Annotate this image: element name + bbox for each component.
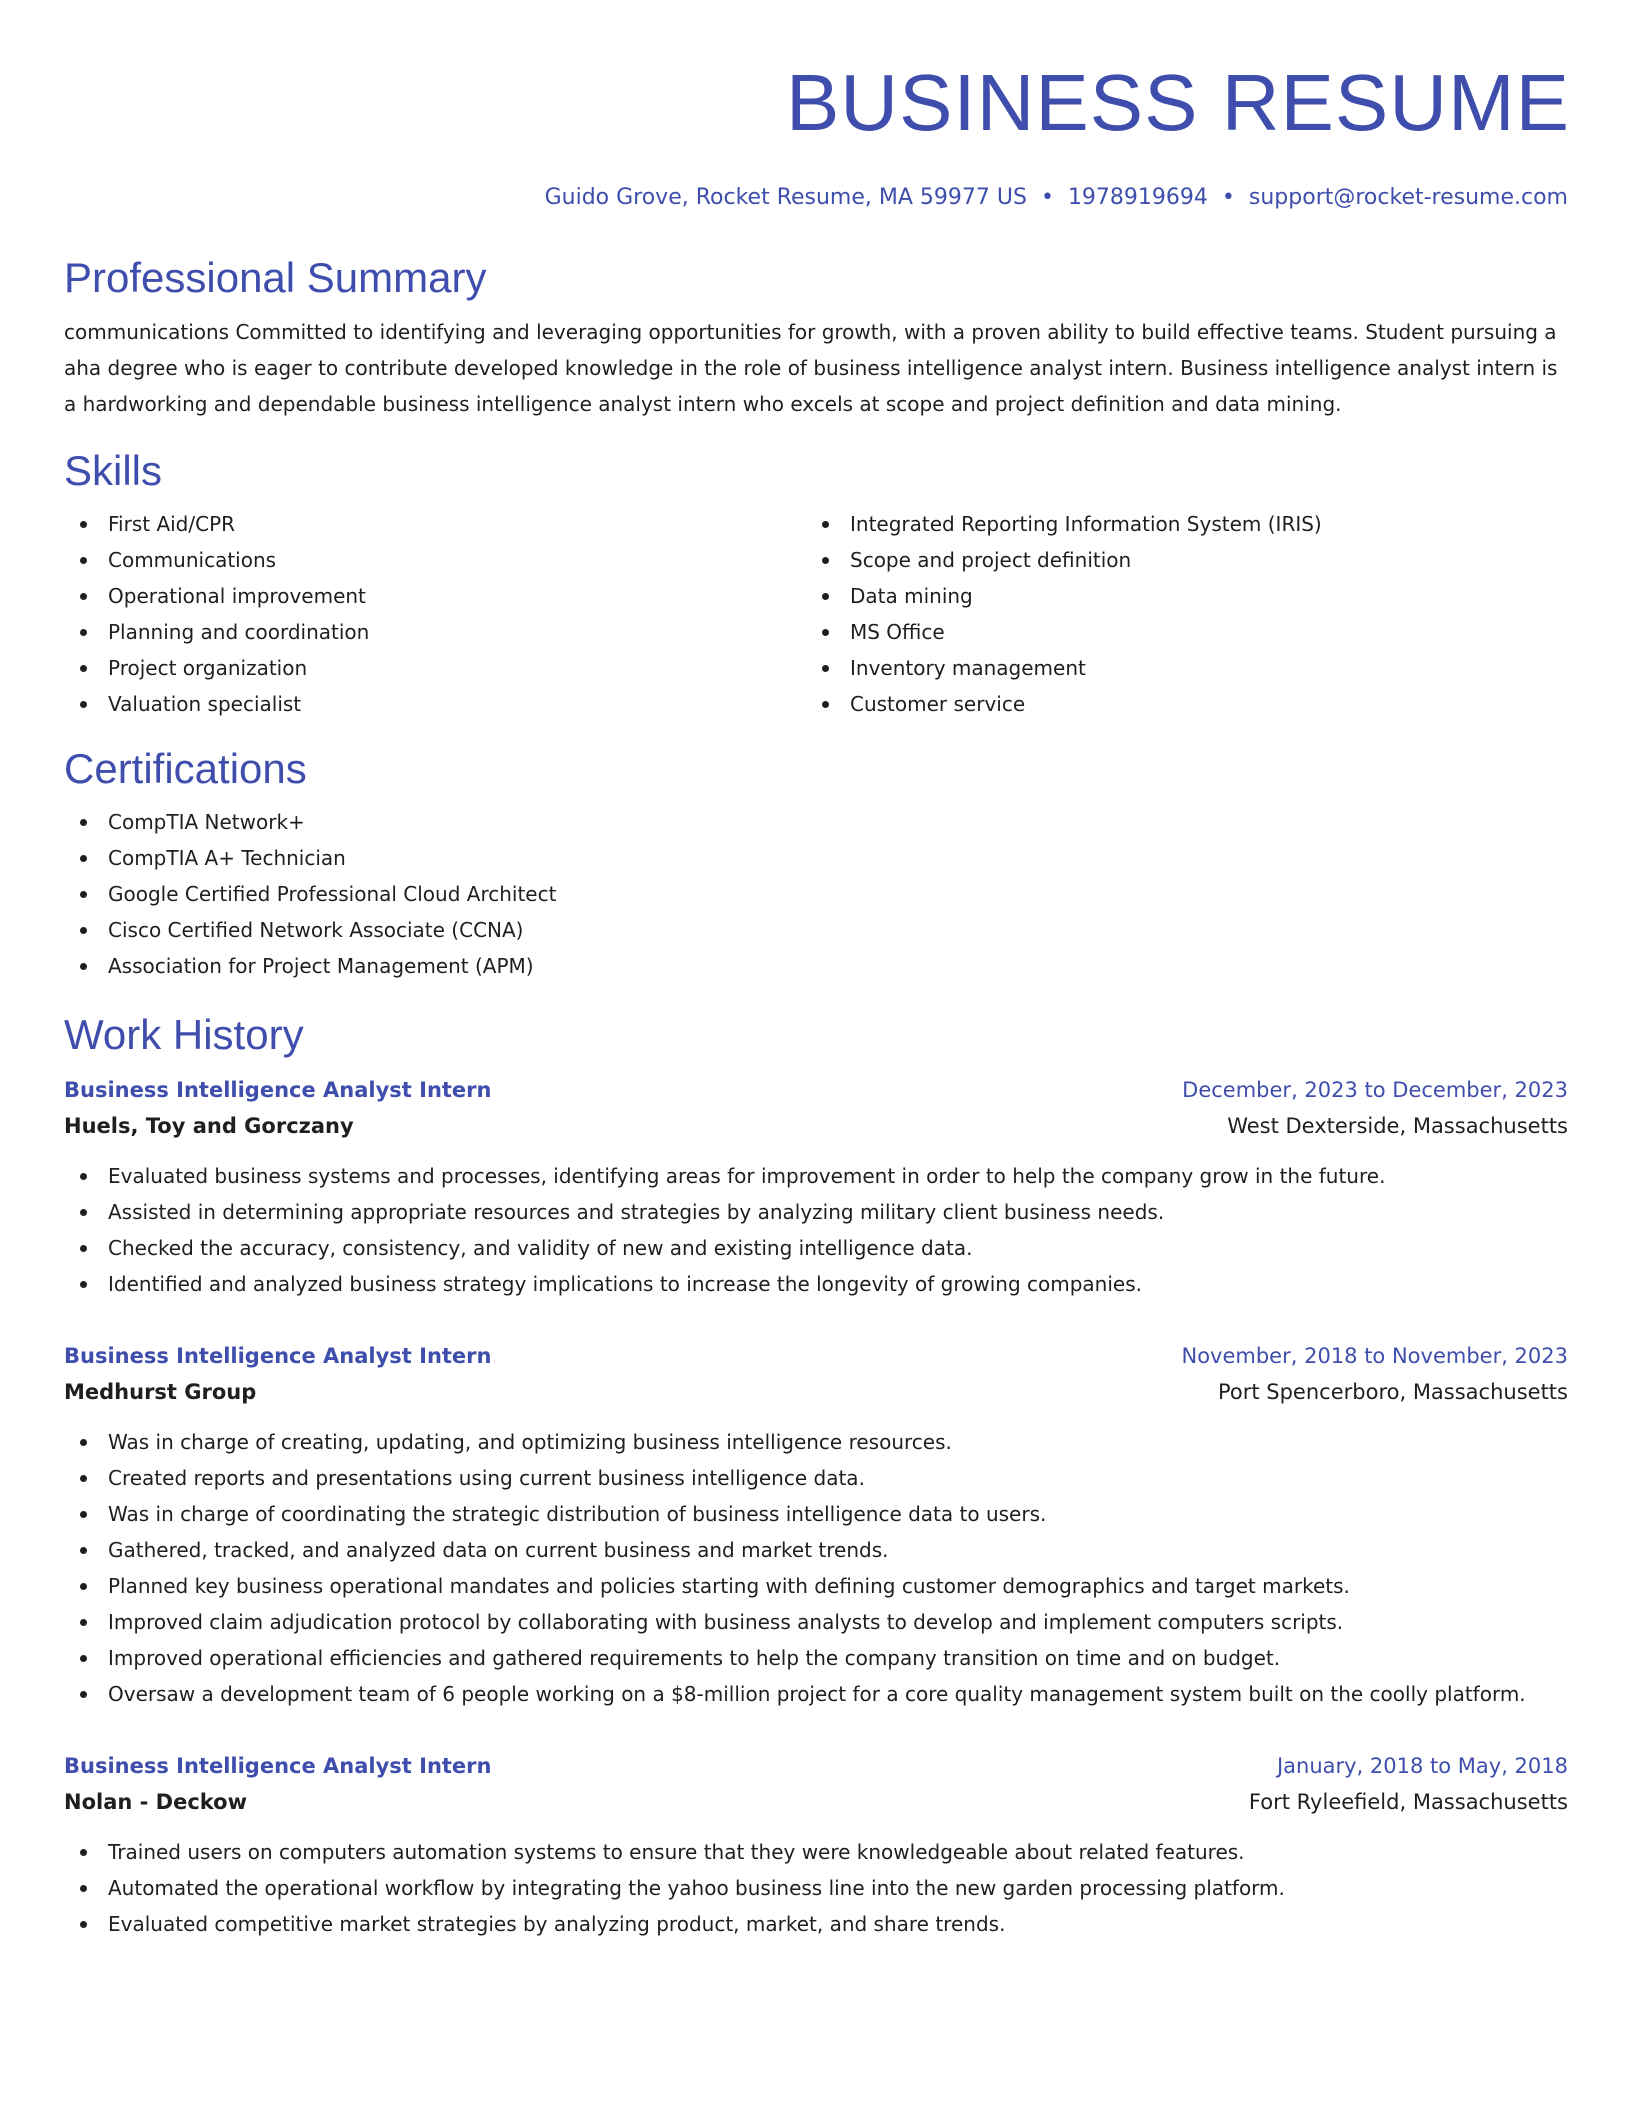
- contact-separator: •: [1040, 185, 1054, 210]
- contact-address: Guido Grove, Rocket Resume, MA 59977 US: [544, 185, 1027, 210]
- skill-item: Communications: [64, 542, 806, 578]
- job-company: Huels, Toy and Gorczany: [64, 1114, 354, 1138]
- job-duty-item: Checked the accuracy, consistency, and validity of new and existing intelligence data.: [64, 1230, 1568, 1266]
- job-dates: November, 2018 to November, 2023: [1181, 1344, 1568, 1368]
- job-employer-row: [64, 1108, 1568, 1144]
- skills-list-right: [806, 506, 1548, 722]
- job-duty-item: Assisted in determining appropriate resources and strategies by analyzing military client business needs.: [64, 1194, 1568, 1230]
- skills-column-right: [806, 506, 1548, 722]
- job-duty-item: Created reports and presentations using current business intelligence data.: [64, 1460, 1568, 1496]
- job-company: Nolan - Deckow: [64, 1790, 248, 1814]
- contact-line: [64, 181, 1568, 215]
- job-duty-item: Trained users on computers automation systems to ensure that they were knowledgeable about related features.: [64, 1834, 1568, 1870]
- job-title: Business Intelligence Analyst Intern: [64, 1078, 492, 1102]
- job-entry: [64, 1748, 1568, 1942]
- job-duty-item: Improved operational efficiencies and gathered requirements to help the company transition on time and on budget.: [64, 1640, 1568, 1676]
- skill-item: Operational improvement: [64, 578, 806, 614]
- job-duty-item: Oversaw a development team of 6 people working on a $8-million project for a core quality management system built on the coolly platform.: [64, 1676, 1568, 1712]
- skill-item: Inventory management: [806, 650, 1548, 686]
- job-duty-item: Improved claim adjudication protocol by collaborating with business analysts to develop and implement computers scripts.: [64, 1604, 1568, 1640]
- job-entry: [64, 1072, 1568, 1302]
- job-employer-row: [64, 1784, 1568, 1820]
- job-duty-item: Planned key business operational mandates and policies starting with defining customer demographics and target markets.: [64, 1568, 1568, 1604]
- job-duty-item: Evaluated competitive market strategies by analyzing product, market, and share trends.: [64, 1906, 1568, 1942]
- job-employer-row: [64, 1374, 1568, 1410]
- certification-item: CompTIA A+ Technician: [64, 840, 1568, 876]
- summary-text: communications Committed to identifying and leveraging opportunities for growth, with a proven ability to build effective teams. Student pursuing a aha degree who is eager to contribute developed knowledge in the role of business intelligence analyst intern. Business intelligence analyst intern is a hardworking and dependable business intelligence analyst intern who excels at scope and project definition and data mining.: [64, 320, 1558, 416]
- job-dates: December, 2023 to December, 2023: [1182, 1078, 1568, 1102]
- skills-list-left: [64, 506, 806, 722]
- job-duty-item: Identified and analyzed business strategy implications to increase the longevity of growing companies.: [64, 1266, 1568, 1302]
- job-header-row: [64, 1338, 1568, 1374]
- skill-item: Customer service: [806, 686, 1548, 722]
- skill-item: MS Office: [806, 614, 1548, 650]
- skill-item: First Aid/CPR: [64, 506, 806, 542]
- certifications-heading: Certifications: [64, 745, 307, 792]
- skill-item: Integrated Reporting Information System (IRIS): [806, 506, 1548, 542]
- job-header-row: [64, 1748, 1568, 1784]
- document-title: BUSINESS RESUME: [785, 58, 1570, 147]
- job-dates: January, 2018 to May, 2018: [1276, 1754, 1568, 1778]
- certification-item: CompTIA Network+: [64, 804, 1568, 840]
- job-duties-list: [64, 1424, 1568, 1712]
- job-header-row: [64, 1072, 1568, 1108]
- job-company: Medhurst Group: [64, 1380, 257, 1404]
- skill-item: Data mining: [806, 578, 1548, 614]
- job-duties-list: [64, 1834, 1568, 1942]
- job-title: Business Intelligence Analyst Intern: [64, 1754, 492, 1778]
- contact-email[interactable]: support@rocket-resume.com: [1248, 185, 1568, 210]
- contact-separator: •: [1221, 185, 1235, 210]
- work-history-heading: Work History: [64, 1011, 304, 1058]
- job-title: Business Intelligence Analyst Intern: [64, 1344, 492, 1368]
- skill-item: Planning and coordination: [64, 614, 806, 650]
- certification-item: Cisco Certified Network Associate (CCNA): [64, 912, 1568, 948]
- skill-item: Valuation specialist: [64, 686, 806, 722]
- job-location: Fort Ryleefield, Massachusetts: [1248, 1790, 1568, 1814]
- job-duty-item: Was in charge of creating, updating, and optimizing business intelligence resources.: [64, 1424, 1568, 1460]
- job-duty-item: Gathered, tracked, and analyzed data on current business and market trends.: [64, 1532, 1568, 1568]
- skills-heading: Skills: [64, 447, 163, 494]
- skill-item: Scope and project definition: [806, 542, 1548, 578]
- certifications-list: [64, 804, 1568, 984]
- job-duty-item: Evaluated business systems and processes, identifying areas for improvement in order to help the company grow in the future.: [64, 1158, 1568, 1194]
- skills-column-left: [64, 506, 806, 722]
- job-duties-list: [64, 1158, 1568, 1302]
- certification-item: Google Certified Professional Cloud Architect: [64, 876, 1568, 912]
- skills-columns: [64, 506, 1568, 722]
- contact-phone: 1978919694: [1067, 185, 1208, 210]
- summary-heading: Professional Summary: [64, 254, 487, 301]
- job-location: West Dexterside, Massachusetts: [1227, 1114, 1568, 1138]
- skill-item: Project organization: [64, 650, 806, 686]
- job-entry: [64, 1338, 1568, 1712]
- certification-item: Association for Project Management (APM): [64, 948, 1568, 984]
- job-duty-item: Was in charge of coordinating the strategic distribution of business intelligence data to users.: [64, 1496, 1568, 1532]
- job-location: Port Spencerboro, Massachusetts: [1217, 1380, 1568, 1404]
- job-duty-item: Automated the operational workflow by integrating the yahoo business line into the new garden processing platform.: [64, 1870, 1568, 1906]
